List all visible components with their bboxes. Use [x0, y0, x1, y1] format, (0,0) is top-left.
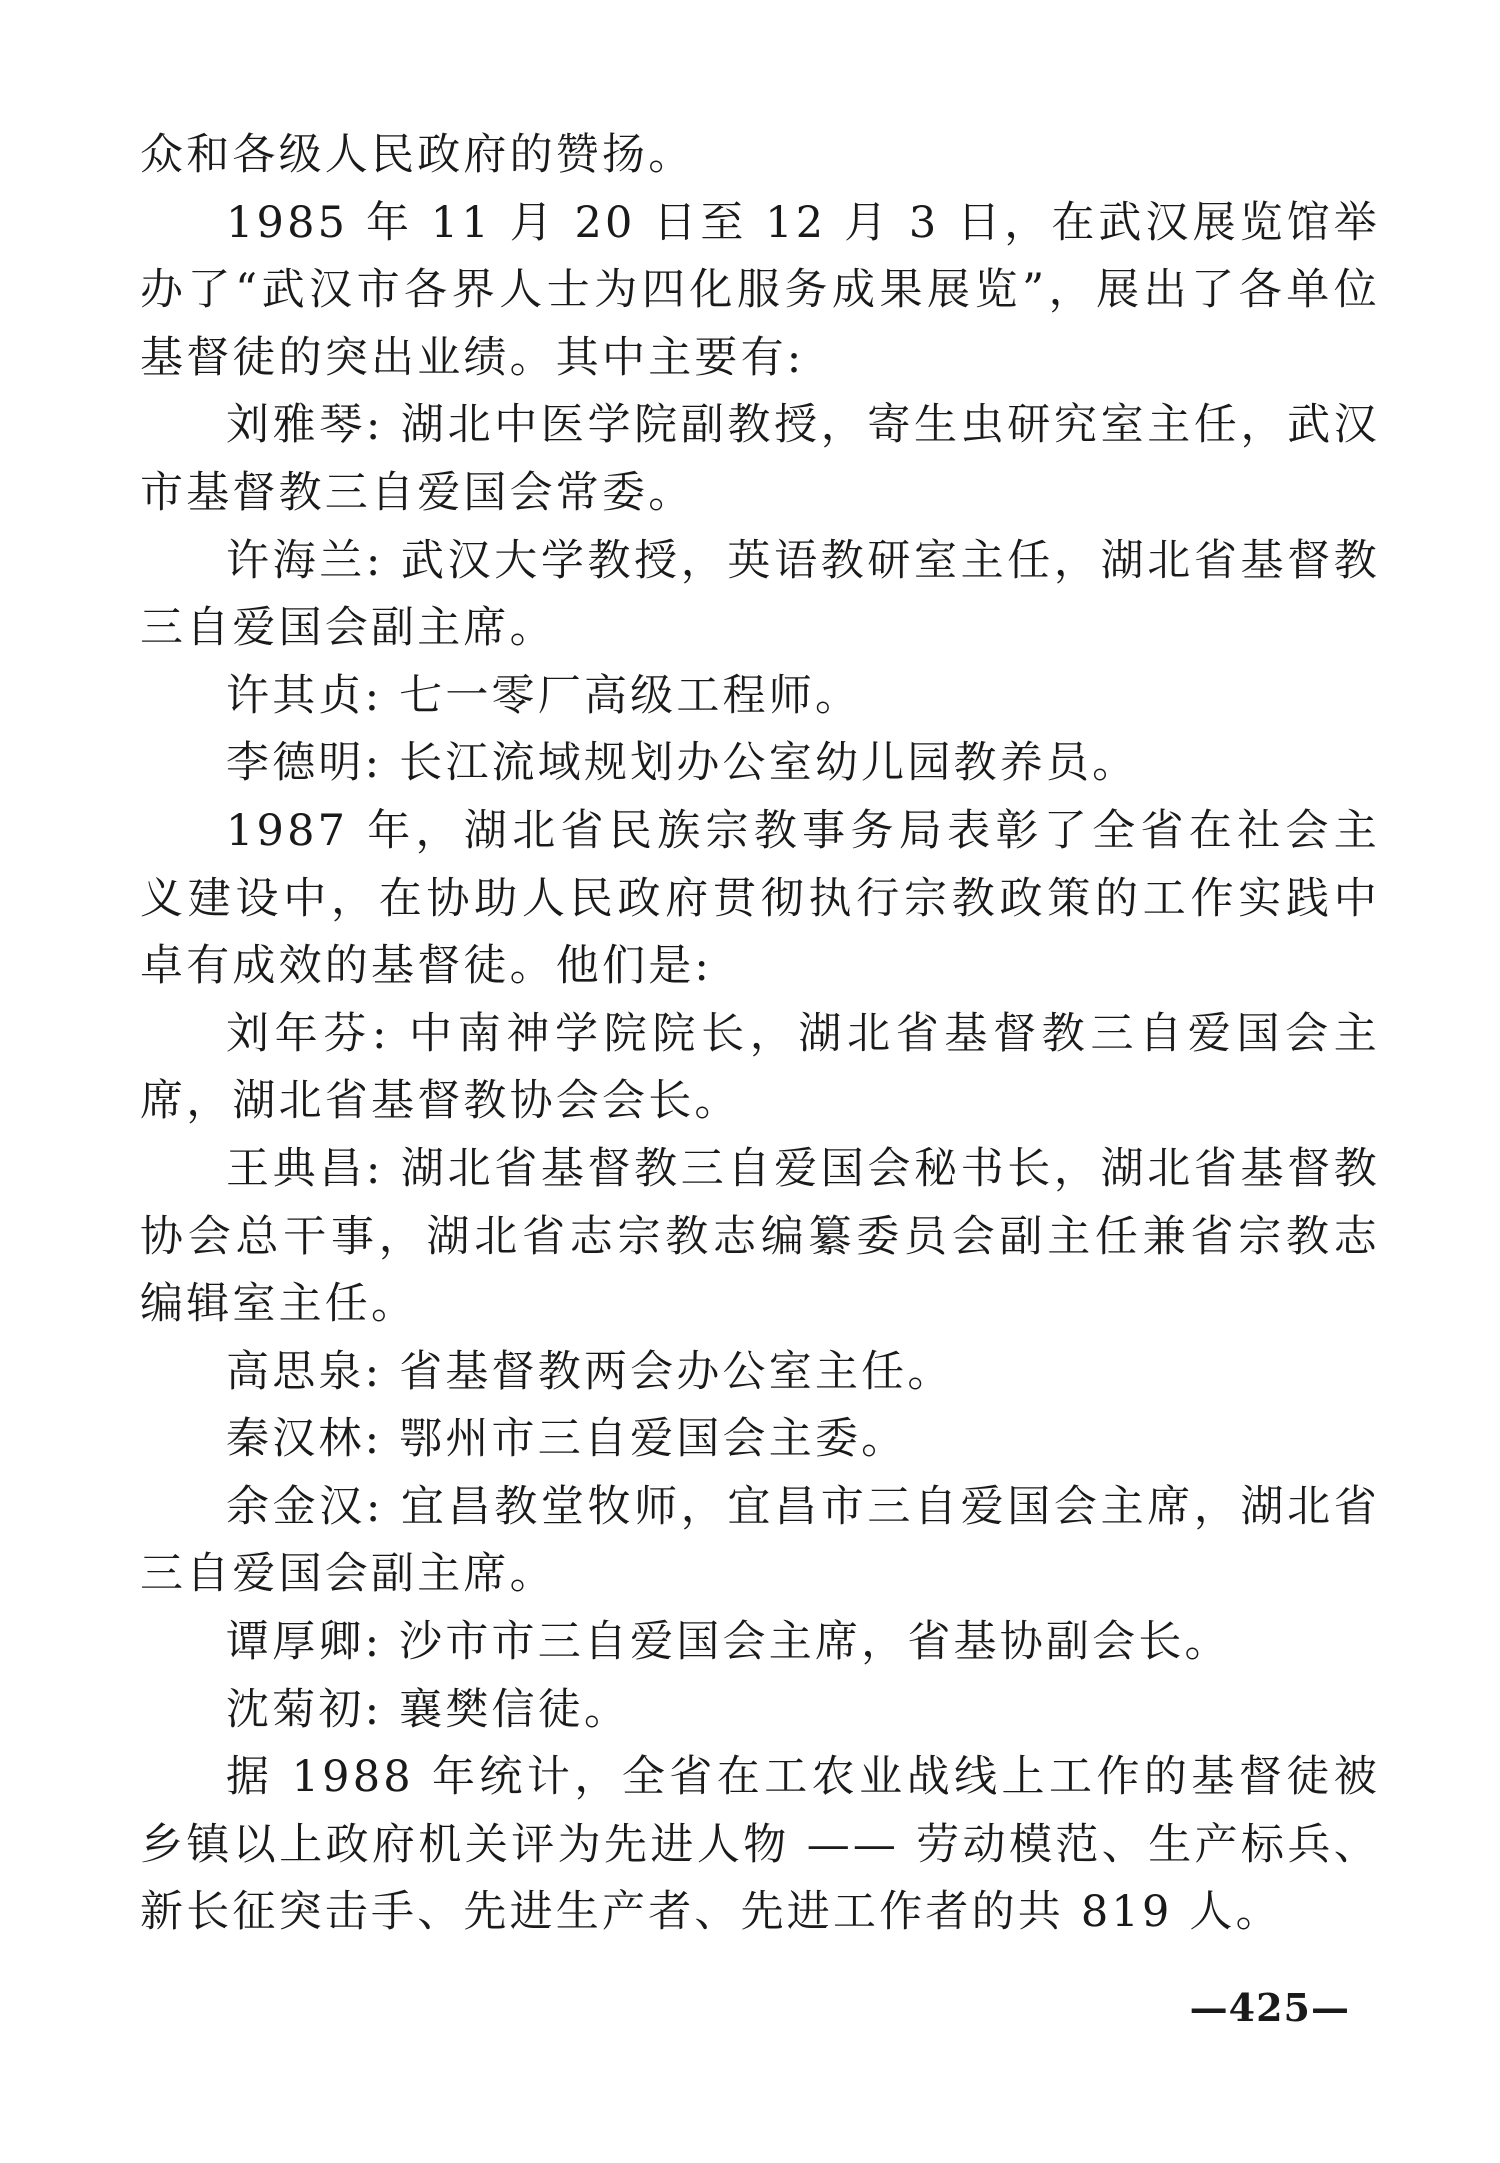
paragraph-person-shen-juchu: 沈菊初: 襄樊信徒。: [226, 1684, 631, 1735]
paragraph-person-li-deming: 李德明: 长江流域规划办公室幼儿园教养员。: [226, 738, 1139, 789]
paragraph-person-wang-dianchang: 王典昌: 湖北省基督教三自爱国会秘书长，湖北省基督教协会总干事，湖北省志宗教志编纂委员会副主任兼省宗教志编辑室主任。: [140, 1143, 1380, 1330]
paragraph-person-qin-hanlin: 秦汉林: 鄂州市三自爱国会主委。: [226, 1414, 908, 1465]
paragraph-continuation: 众和各级人民政府的赞扬。: [140, 130, 695, 180]
paragraph-statistics-1988: 据 1988 年统计，全省在工农业战线上工作的基督徒被乡镇以上政府机关评为先进人物 —— 劳动模范、生产标兵、新长征突击手、先进生产者、先进工作者的共 819 人。: [140, 1752, 1380, 1938]
paragraph-commendation-1987: 1987 年，湖北省民族宗教事务局表彰了全省在社会主义建设中，在协助人民政府贯彻执行宗教政策的工作实践中卓有成效的基督徒。他们是:: [140, 805, 1380, 992]
paragraph-person-xu-hailan: 许海兰: 武汉大学教授，英语教研室主任，湖北省基督教三自爱国会副主席。: [140, 535, 1380, 654]
paragraph-person-liu-nianfen: 刘年芬: 中南神学院院长，湖北省基督教三自爱国会主席，湖北省基督教协会会长。: [140, 1008, 1380, 1127]
paragraph-exhibition: 1985 年 11 月 20 日至 12 月 3 日，在武汉展览馆举办了“武汉市各界人士为四化服务成果展览”，展出了各单位基督徒的突出业绩。其中主要有:: [140, 197, 1380, 383]
paragraph-person-liu-yaqin: 刘雅琴: 湖北中医学院副教授，寄生虫研究室主任，武汉市基督教三自爱国会常委。: [140, 400, 1380, 518]
paragraph-person-yu-jinhan: 余金汉: 宜昌教堂牧师，宜昌市三自爱国会主席，湖北省三自爱国会副主席。: [140, 1481, 1380, 1600]
page-number: —425—: [1189, 1985, 1350, 2030]
paragraph-person-tan-houqing: 谭厚卿: 沙市市三自爱国会主席，省基协副会长。: [226, 1617, 1231, 1668]
paragraph-person-xu-qizhen: 许其贞: 七一零厂高级工程师。: [226, 670, 862, 721]
body-text: [140, 122, 1380, 1947]
paragraph-person-gao-siquan: 高思泉: 省基督教两会办公室主任。: [226, 1346, 954, 1397]
